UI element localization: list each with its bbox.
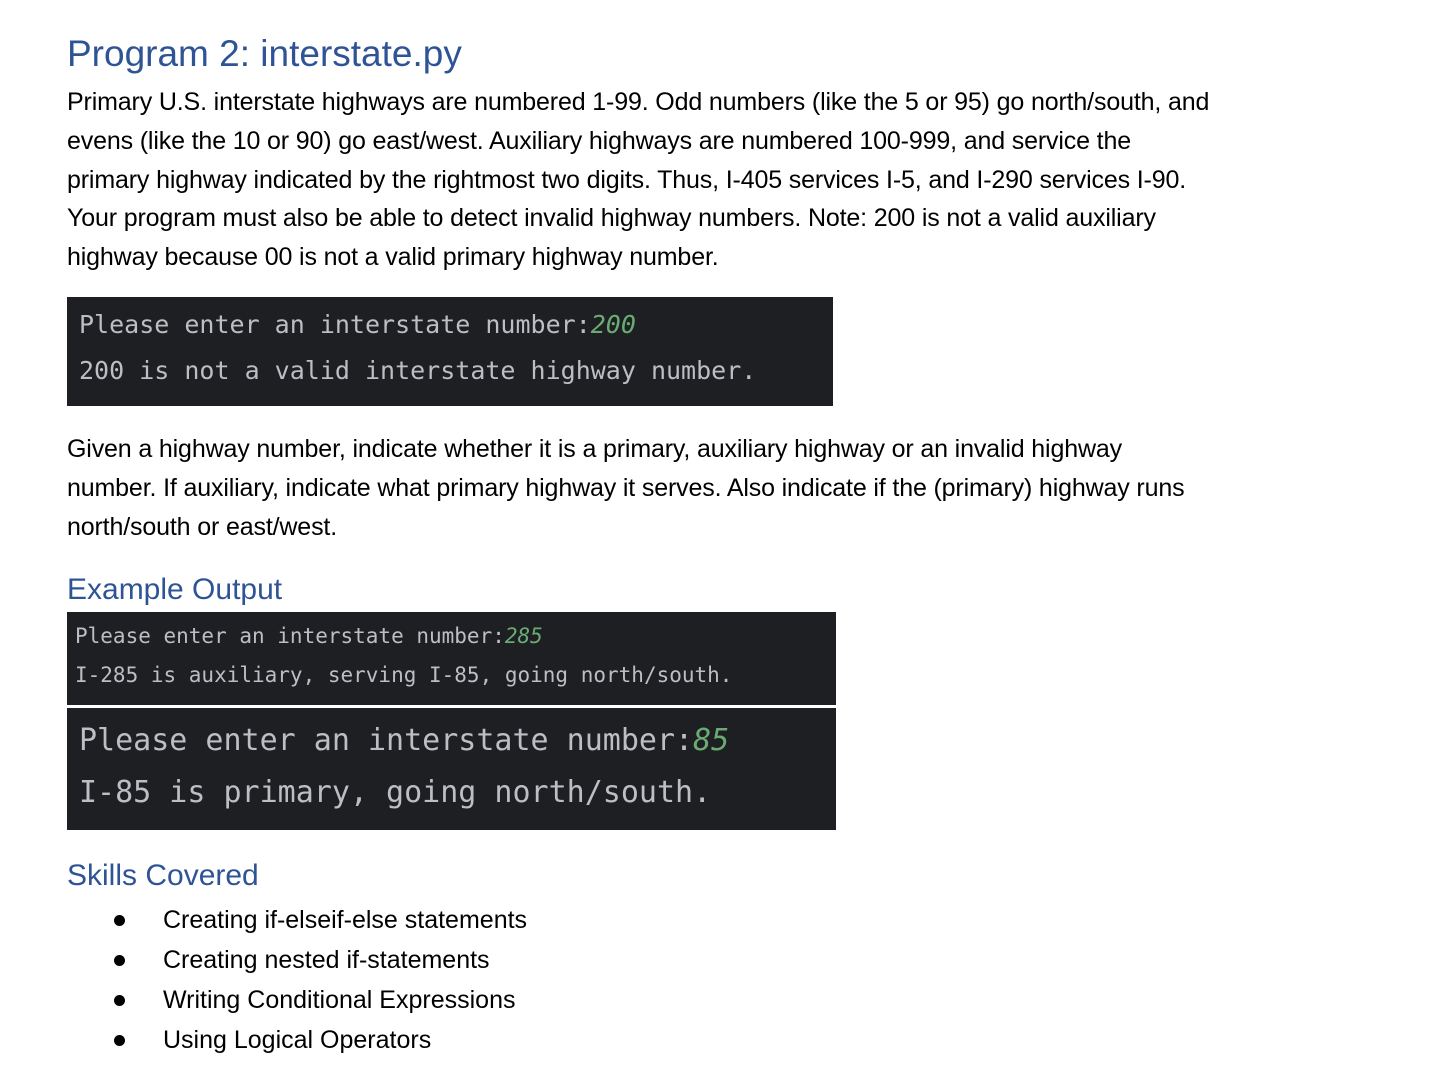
list-item bbox=[67, 940, 527, 980]
bullet-icon bbox=[114, 995, 125, 1006]
console-user-input: 85 bbox=[693, 723, 730, 758]
intro-line: Primary U.S. interstate highways are numbered 1-99. Odd numbers (like the 5 or 95) go north/south, and bbox=[67, 88, 1210, 116]
console-prompt: Please enter an interstate number: bbox=[79, 723, 694, 758]
task-paragraph bbox=[67, 430, 1184, 546]
intro-line: highway because 00 is not a valid primary highway number. bbox=[67, 243, 719, 272]
console-user-input: 285 bbox=[504, 624, 543, 648]
console-prompt-line bbox=[79, 715, 836, 767]
bullet-icon bbox=[114, 955, 125, 966]
console-prompt-line bbox=[75, 617, 836, 656]
task-line: north/south or east/west. bbox=[67, 512, 338, 541]
intro-paragraph bbox=[67, 83, 1209, 277]
console-output: 200 is not a valid interstate highway number. bbox=[79, 356, 757, 385]
bullet-icon bbox=[114, 915, 125, 926]
console-output: I-85 is primary, going north/south. bbox=[79, 775, 712, 810]
list-item bbox=[67, 1020, 527, 1060]
console-user-input: 200 bbox=[590, 310, 636, 339]
list-item bbox=[67, 900, 527, 940]
list-item bbox=[67, 980, 527, 1020]
intro-line: primary highway indicated by the rightmost two digits. Thus, I-405 services I-5, and I-290 services I-90. bbox=[67, 165, 1187, 194]
task-line: Given a highway number, indicate whether it is a primary, auxiliary highway or an invalid highway bbox=[67, 435, 1122, 463]
console-auxiliary-example bbox=[67, 612, 836, 705]
skills-covered-heading: Skills Covered bbox=[67, 859, 259, 892]
intro-line: Your program must also be able to detect invalid highway numbers. Note: 200 is not a valid auxiliary bbox=[67, 204, 1156, 233]
console-prompt: Please enter an interstate number: bbox=[75, 624, 505, 648]
console-invalid-example bbox=[67, 297, 833, 406]
bullet-icon bbox=[114, 1035, 125, 1046]
console-primary-example bbox=[67, 708, 836, 830]
skill-label: Using Logical Operators bbox=[163, 1026, 432, 1054]
console-output: I-285 is auxiliary, serving I-85, going north/south. bbox=[75, 663, 733, 687]
console-prompt: Please enter an interstate number: bbox=[79, 310, 591, 339]
task-line: number. If auxiliary, indicate what primary highway it serves. Also indicate if the (primary) highway runs bbox=[67, 473, 1185, 502]
skills-list bbox=[67, 900, 527, 1060]
console-prompt-line bbox=[79, 302, 833, 348]
document-title: Program 2: interstate.py bbox=[67, 33, 462, 74]
skill-label: Creating if-elseif-else statements bbox=[163, 906, 528, 934]
example-output-heading: Example Output bbox=[67, 573, 283, 606]
skill-label: Writing Conditional Expressions bbox=[163, 986, 516, 1014]
skill-label: Creating nested if-statements bbox=[163, 946, 490, 974]
intro-line: evens (like the 10 or 90) go east/west. Auxiliary highways are numbered 100-999, and service the bbox=[67, 126, 1131, 155]
